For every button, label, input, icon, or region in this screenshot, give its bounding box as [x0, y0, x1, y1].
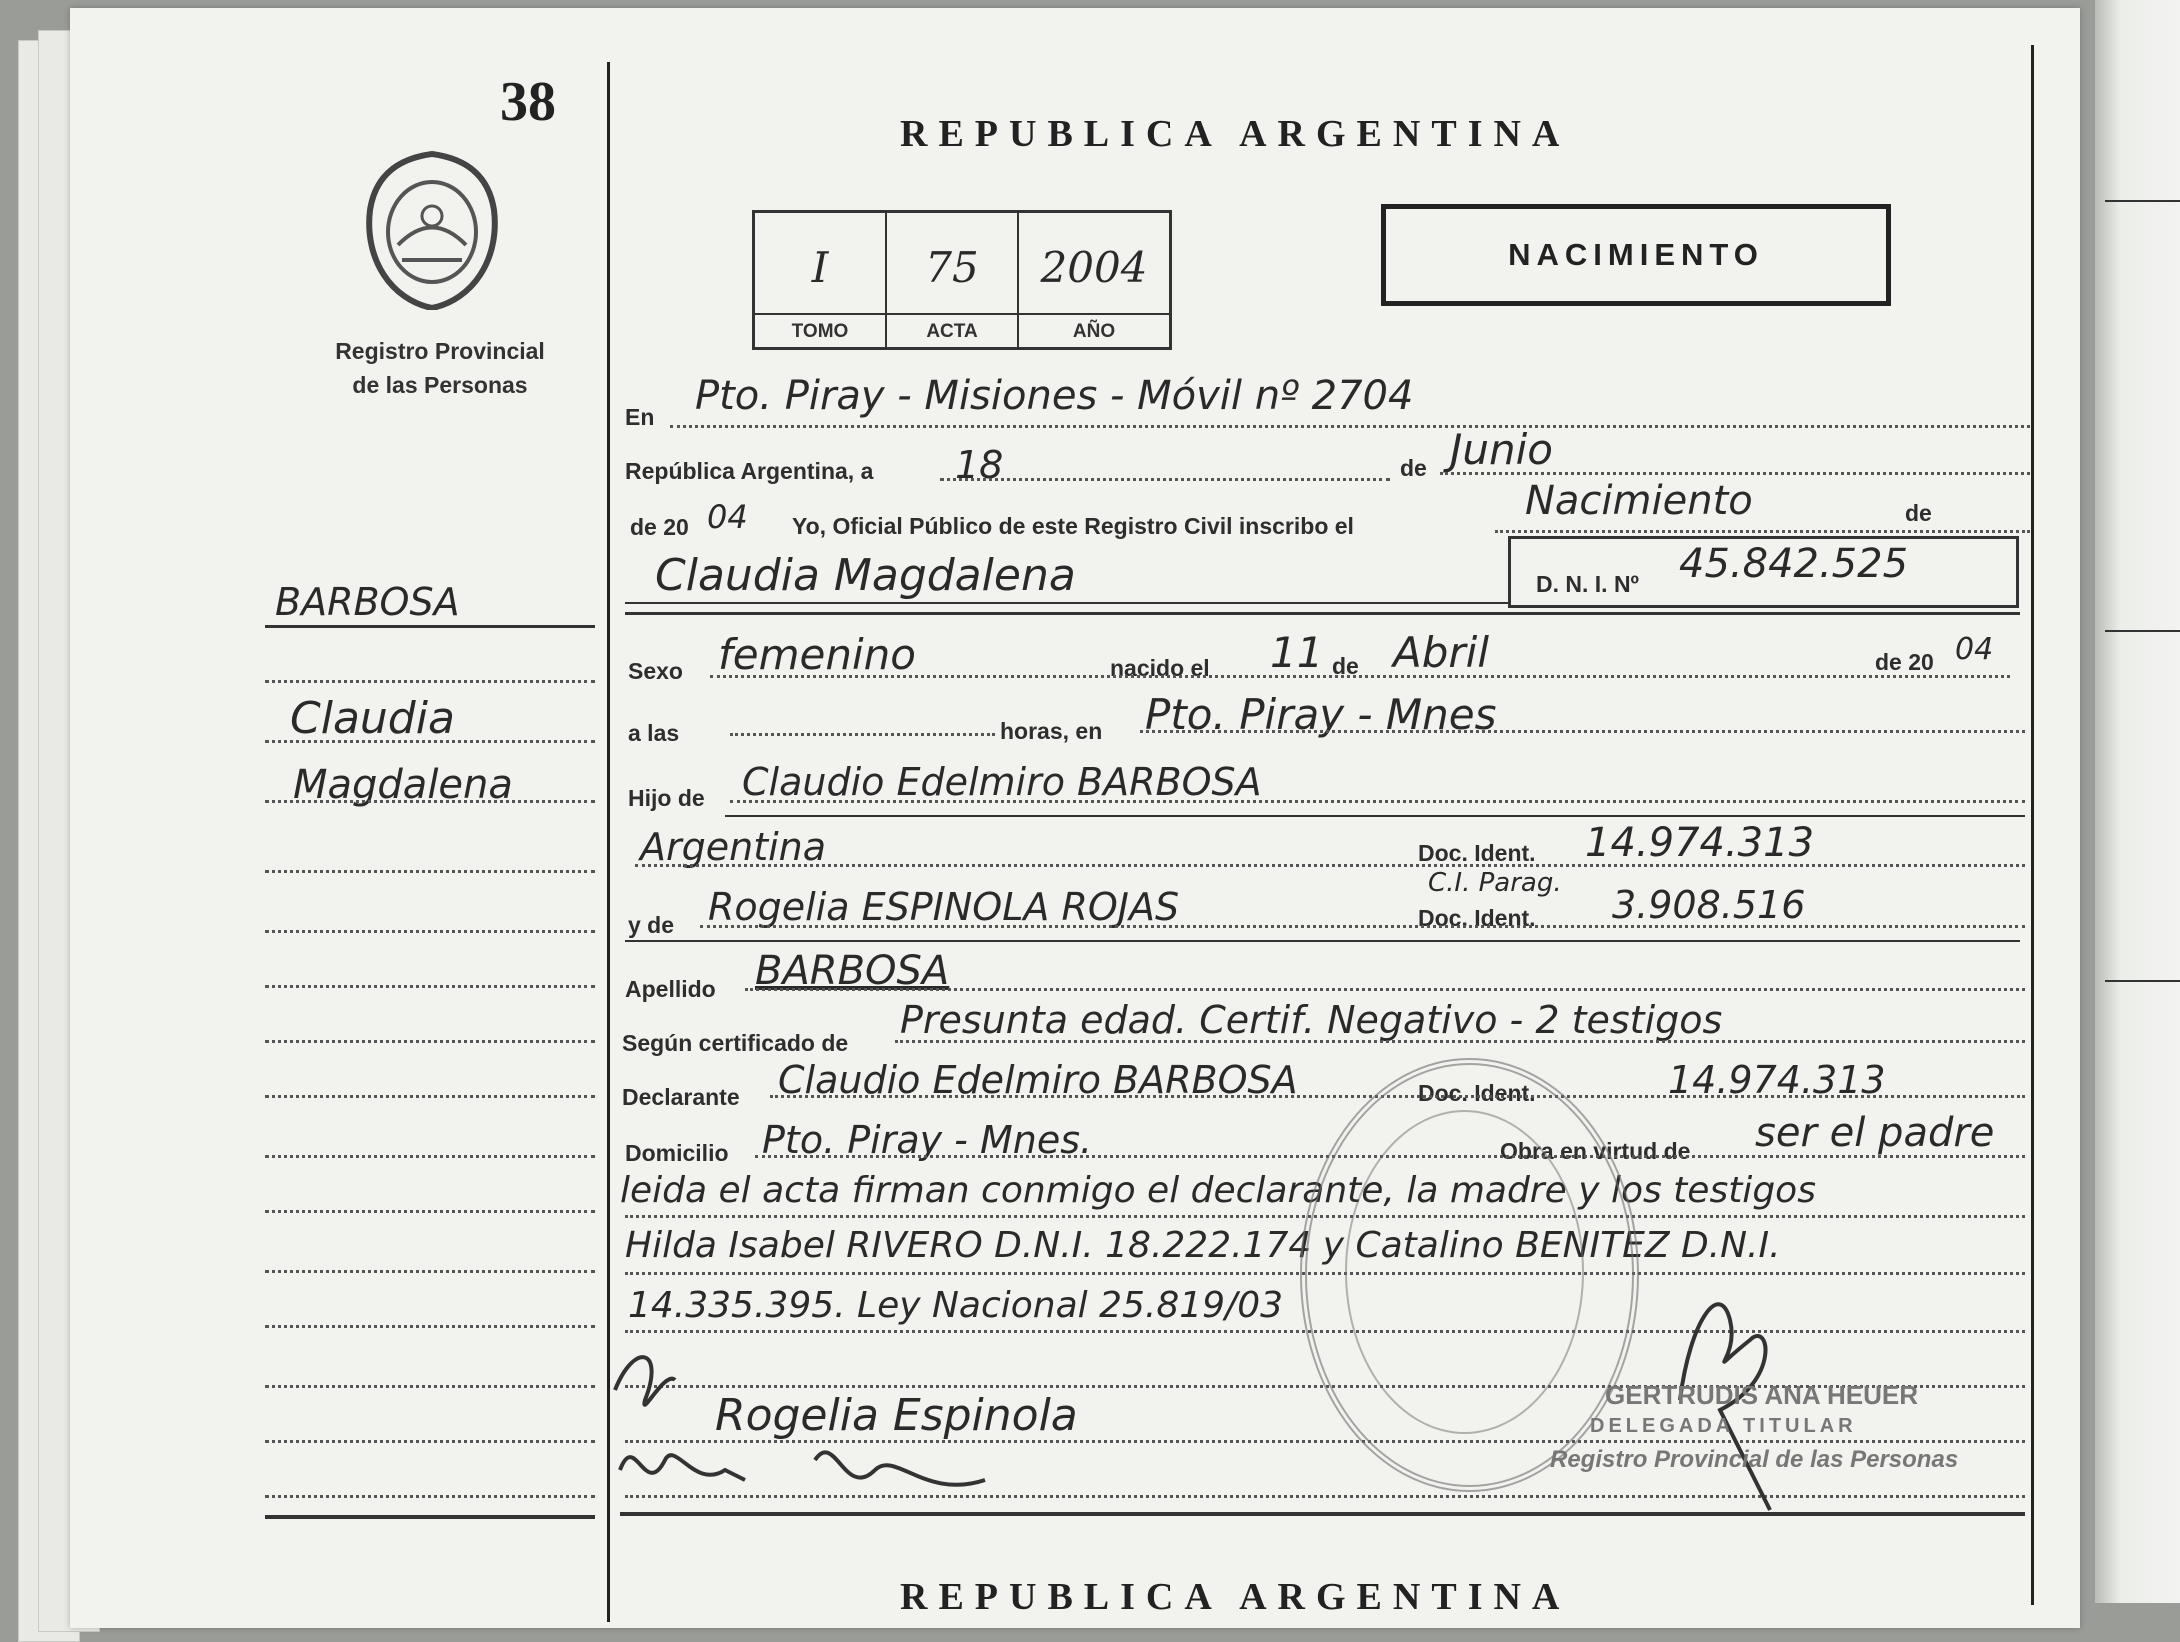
- domicilio-value: Pto. Piray - Mnes.: [762, 1118, 1093, 1162]
- adjacent-page-edge: [2095, 0, 2180, 1603]
- doc-label: Doc. Ident.: [1418, 905, 1536, 931]
- free-text-3: 14.335.395. Ley Nacional 25.819/03: [628, 1285, 1283, 1326]
- margin-rule: [265, 1385, 595, 1388]
- form-line: [625, 602, 1510, 604]
- margin-given-1: Claudia: [290, 693, 455, 744]
- form-line: [730, 733, 995, 736]
- form-line: [940, 478, 1390, 481]
- yo-label: Yo, Oficial Público de este Registro Civil inscribo el: [792, 513, 1354, 539]
- ano-cell: [1019, 213, 1169, 347]
- margin-rule: [265, 1095, 595, 1098]
- nacido-label: nacido el: [1110, 655, 1210, 681]
- hijo-label: Hijo de: [628, 785, 705, 811]
- margin-rule: [265, 1155, 595, 1158]
- official-name: GERTRUDIS ANA HEUER: [1605, 1380, 1918, 1410]
- birth-day-value: 11: [1270, 628, 1324, 677]
- republica-label: República Argentina, a: [625, 458, 874, 484]
- record-type-title: NACIMIENTO: [1381, 204, 1891, 306]
- apellido-value: BARBOSA: [755, 948, 950, 994]
- official-round-stamp-inner: [1345, 1110, 1584, 1434]
- de-label: de: [1905, 500, 1932, 526]
- margin-rule: [265, 1495, 595, 1498]
- tomo-cell: [755, 213, 887, 347]
- form-line: [670, 425, 2030, 428]
- domicilio-label: Domicilio: [625, 1140, 729, 1166]
- margin-rule: [265, 1515, 595, 1519]
- margin-rule: [265, 1440, 595, 1443]
- margin-rule: [265, 680, 595, 683]
- form-line: [635, 864, 2025, 867]
- ano-value: 2004: [1040, 243, 1148, 292]
- declarante-doc-value: 14.974.313: [1668, 1058, 1886, 1102]
- form-line: [730, 800, 2025, 803]
- sexo-label: Sexo: [628, 658, 683, 684]
- form-rule: [625, 612, 2020, 615]
- margin-rule: [265, 800, 595, 803]
- sexo-value: femenino: [718, 630, 916, 679]
- margin-rule: [265, 740, 595, 743]
- dni-box: [1508, 536, 2019, 608]
- declarante-label: Declarante: [622, 1084, 740, 1110]
- dni-label: D. N. I. Nº: [1536, 571, 1639, 597]
- margin-rule: [265, 1210, 595, 1213]
- page-number: 38: [500, 71, 556, 133]
- alas-label: a las: [628, 720, 680, 746]
- segun-label: Según certificado de: [622, 1030, 849, 1056]
- form-line: [1495, 530, 2030, 533]
- margin-rule: [265, 625, 595, 628]
- acta-label: ACTA: [887, 313, 1017, 349]
- ano-label: AÑO: [1019, 313, 1169, 349]
- margin-rule: [265, 1325, 595, 1328]
- official-office: Registro Provincial de las Personas: [1550, 1446, 1959, 1473]
- page-right-border: [2031, 45, 2034, 1605]
- mother-value: Rogelia ESPINOLA ROJAS: [708, 885, 1180, 929]
- next-record-title: REPUBLICA ARGENTINA: [900, 1576, 1571, 1618]
- full-name-value: Claudia Magdalena: [655, 550, 1076, 601]
- birth-place-value: Pto. Piray - Mnes: [1145, 690, 1497, 739]
- margin-rule: [265, 1040, 595, 1043]
- month-value: Junio: [1450, 425, 1553, 474]
- birth-year-value: 04: [1955, 632, 1994, 667]
- provincial-seal-icon: [362, 150, 502, 310]
- apellido-label: Apellido: [625, 976, 716, 1002]
- margin-given-2: Magdalena: [293, 762, 513, 808]
- father-value: Claudio Edelmiro BARBOSA: [742, 760, 1262, 804]
- doc-label: Doc. Ident.: [1418, 1080, 1536, 1106]
- declarante-value: Claudio Edelmiro BARBOSA: [778, 1058, 1298, 1102]
- official-role: DELEGADA TITULAR: [1590, 1415, 1857, 1437]
- place-value: Pto. Piray - Misiones - Móvil nº 2704: [695, 373, 1414, 419]
- form-rule: [725, 815, 2025, 817]
- segun-value: Presunta edad. Certif. Negativo - 2 testigos: [900, 998, 1723, 1042]
- acta-cell: [887, 213, 1019, 347]
- yde-label: y de: [628, 912, 675, 938]
- day-value: 18: [955, 443, 1004, 487]
- margin-rule: [265, 1270, 595, 1273]
- de-label: de: [1400, 455, 1427, 481]
- tomo-label: TOMO: [755, 313, 885, 349]
- mother-signature: Rogelia Espinola: [715, 1390, 1078, 1441]
- de-label: de: [1332, 653, 1359, 679]
- registry-label: Registro Provincial de las Personas: [335, 338, 545, 398]
- father-doc-value: 14.974.313: [1585, 820, 1815, 866]
- form-rule: [625, 940, 2020, 942]
- margin-rule: [265, 985, 595, 988]
- margin-surname: BARBOSA: [275, 580, 460, 624]
- de20-label: de 20: [1875, 649, 1934, 675]
- form-line: [700, 925, 2025, 928]
- birth-month-value: Abril: [1393, 628, 1489, 677]
- form-line: [895, 1040, 2025, 1043]
- dni-value: 45.842.525: [1679, 541, 1909, 587]
- margin-rule: [265, 930, 595, 933]
- horas-label: horas, en: [1000, 718, 1103, 744]
- mother-doc-value: 3.908.516: [1612, 883, 1806, 927]
- free-text-1: leida el acta firman conmigo el declarante, la madre y los testigos: [620, 1170, 1816, 1211]
- form-line: [710, 675, 2010, 678]
- father-nationality-value: Argentina: [640, 825, 827, 869]
- record-reference-box: [752, 210, 1172, 350]
- de20-label: de 20: [630, 514, 689, 540]
- free-text-2: Hilda Isabel RIVERO D.N.I. 18.222.174 y Catalino BENITEZ D.N.I.: [625, 1225, 1781, 1266]
- acta-value: 75: [925, 243, 979, 292]
- country-title: REPUBLICA ARGENTINA: [900, 113, 1571, 155]
- doc-label: Doc. Ident.: [1418, 840, 1536, 866]
- form-line: [745, 988, 2025, 991]
- inscribo-value: Nacimiento: [1525, 478, 1753, 524]
- signatures-scribble: [605, 1330, 1025, 1530]
- obra-label: Obra en virtud de: [1500, 1138, 1691, 1164]
- en-label: En: [625, 404, 655, 430]
- mother-doc-note: C.I. Parag.: [1428, 868, 1562, 898]
- form-line: [1440, 472, 2030, 475]
- obra-value: ser el padre: [1755, 1110, 1995, 1156]
- margin-rule: [265, 870, 595, 873]
- year-value: 04: [707, 498, 748, 536]
- form-line: [1140, 730, 2025, 733]
- tomo-value: I: [811, 243, 829, 292]
